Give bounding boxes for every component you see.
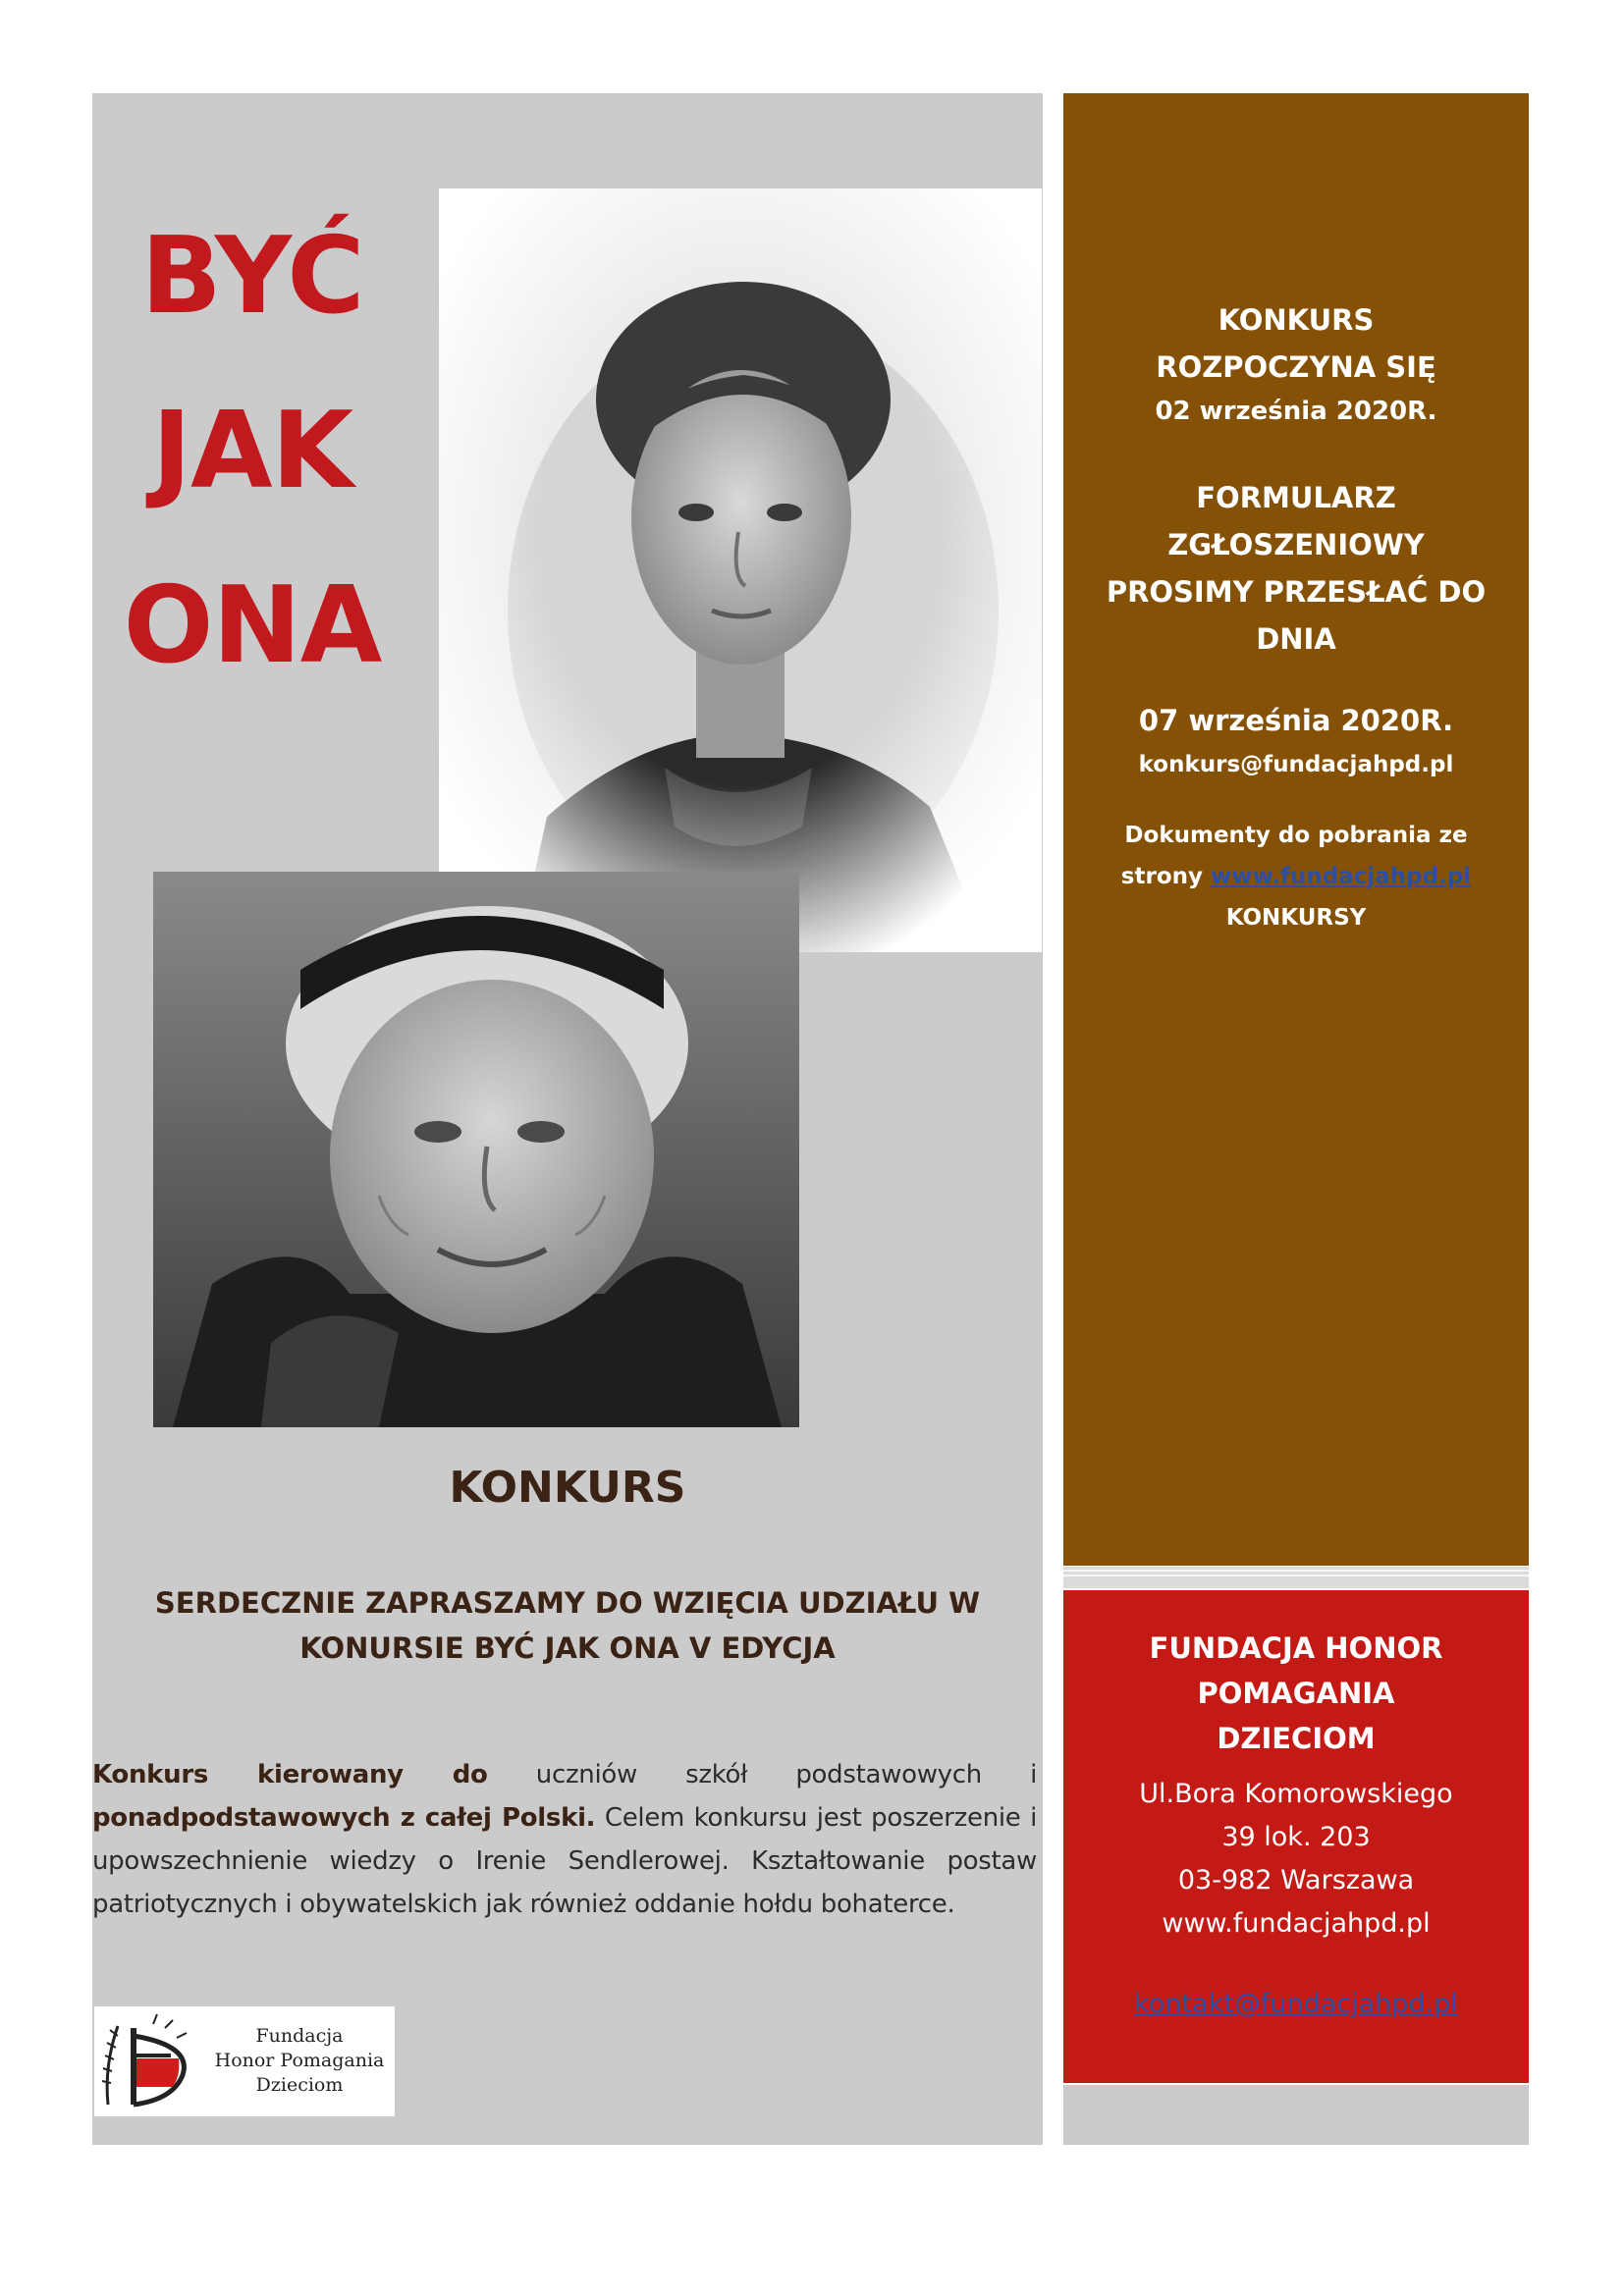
start-info <box>1063 296 1529 432</box>
documents-line-1: Dokumenty do pobrania ze <box>1124 823 1468 848</box>
form-line-1: FORMULARZ <box>1196 481 1396 514</box>
start-date: 02 września 2020R. <box>1155 397 1437 426</box>
deadline-info <box>1063 697 1529 785</box>
foundation-website[interactable]: www.fundacjahpd.pl <box>1162 1908 1431 1939</box>
contact-email-link[interactable]: kontakt@fundacjahpd.pl <box>1134 1989 1458 2019</box>
logo-line-2: Honor Pomagania <box>214 2050 385 2071</box>
documents-prefix: strony <box>1120 864 1203 889</box>
title-line-2: JAK <box>151 390 353 512</box>
footer-gray-block <box>1063 2085 1529 2145</box>
logo-text <box>208 2024 391 2098</box>
description-plain-2: Celem konkursu jest poszerzenie i upowszechnienie wiedzy o Irenie Sendlerowej. Kształtowanie postaw patriotycznych i obywatelskich jak również oddanie hołdu bohaterce. <box>92 1803 1038 1919</box>
title-line-1: BYĆ <box>140 215 364 338</box>
form-line-2: ZGŁOSZENIOWY <box>1167 528 1425 561</box>
address-street: Ul.Bora Komorowskiego <box>1139 1779 1453 1809</box>
documents-link[interactable]: www.fundacjahpd.pl <box>1211 864 1472 889</box>
start-line-2: ROZPOCZYNA SIĘ <box>1156 350 1436 384</box>
documents-line-3: KONKURSY <box>1225 905 1367 931</box>
foundation-name-line-2: POMAGANIA <box>1197 1677 1395 1710</box>
invitation-text <box>108 1580 1027 1671</box>
logo-line-1: Fundacja <box>255 2025 344 2047</box>
contest-email[interactable]: konkurs@fundacjahpd.pl <box>1138 752 1454 777</box>
invitation-line-1: SERDECZNIE ZAPRASZAMY DO WZIĘCIA UDZIAŁU W <box>154 1586 981 1620</box>
foundation-logo <box>94 2006 395 2116</box>
start-line-1: KONKURS <box>1218 303 1375 337</box>
description-bold-1: Konkurs kierowany do <box>92 1760 488 1789</box>
deadline-date: 07 września 2020R. <box>1138 704 1454 737</box>
foundation-name <box>1063 1626 1529 1761</box>
documents-line-2 <box>1063 856 1529 897</box>
description-plain-1: uczniów szkół podstawowych i <box>535 1760 1037 1789</box>
invitation-line-2: KONURSIE BYĆ JAK ONA V EDYCJA <box>299 1631 836 1665</box>
contest-heading: KONKURS <box>449 1463 686 1513</box>
form-line-4: DNIA <box>1256 622 1336 656</box>
foundation-address <box>1063 1773 1529 1946</box>
foundation-name-line-1: FUNDACJA HONOR <box>1149 1631 1443 1665</box>
foundation-name-line-3: DZIECIOM <box>1217 1722 1376 1755</box>
panel-divider <box>1063 1567 1529 1588</box>
form-line-3: PROSIMY PRZESŁAĆ DO <box>1106 575 1487 609</box>
address-city: 03-982 Warszawa <box>1177 1865 1415 1896</box>
documents-info <box>1063 815 1529 938</box>
portrait-elderly-photo <box>153 872 799 1427</box>
contest-description <box>92 1753 1037 1926</box>
logo-line-3: Dzieciom <box>255 2074 344 2096</box>
address-building: 39 lok. 203 <box>1221 1822 1371 1852</box>
description-bold-2: ponadpodstawowych z całej Polski. <box>92 1803 596 1833</box>
title-line-3: ONA <box>123 564 382 687</box>
portrait-young-photo <box>439 188 1042 952</box>
form-info <box>1063 474 1529 663</box>
logo-emblem-icon <box>94 2006 204 2116</box>
